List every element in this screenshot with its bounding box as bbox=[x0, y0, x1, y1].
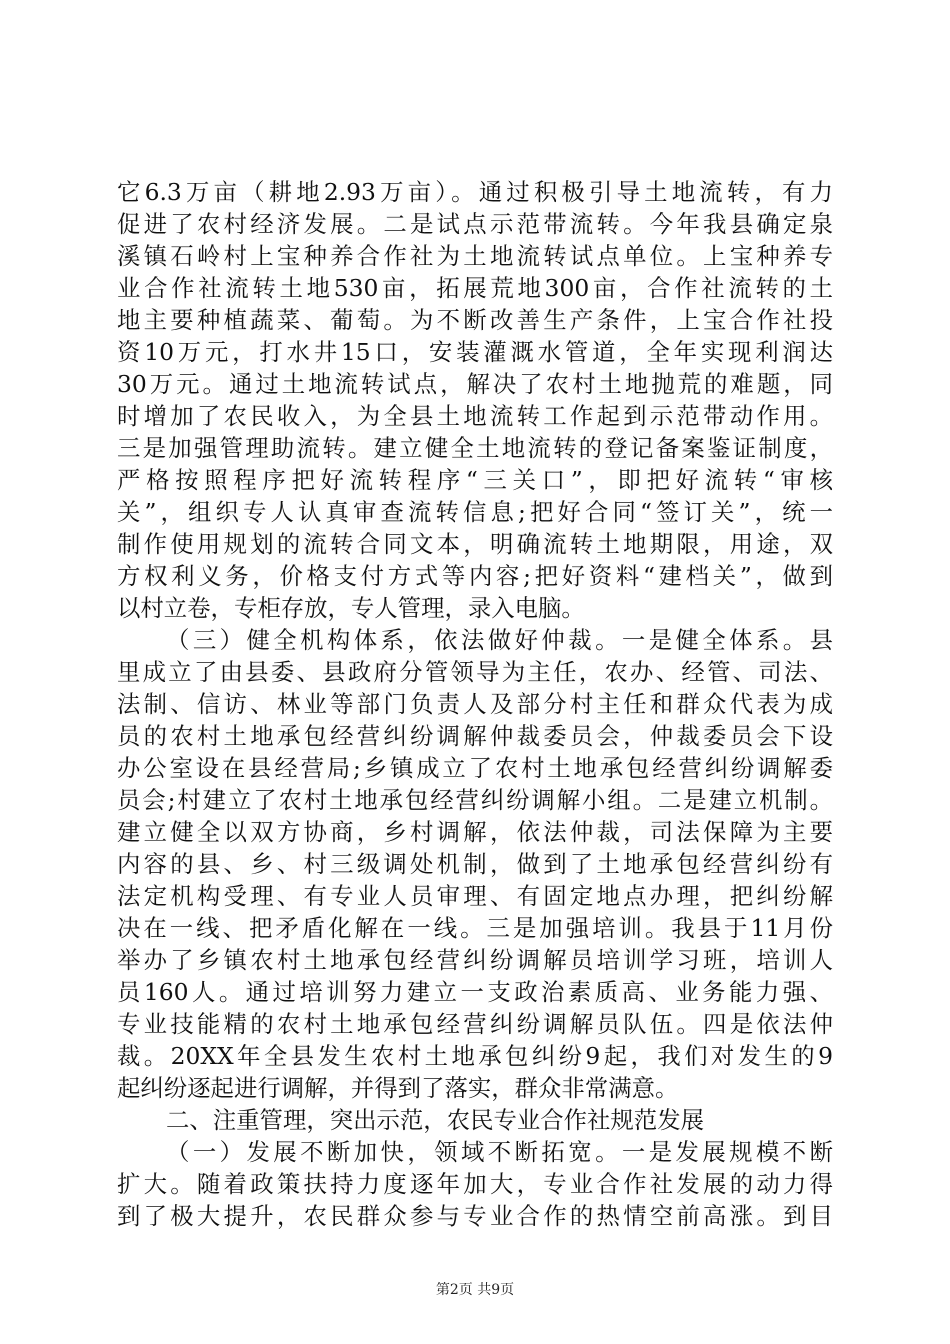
text-line: 30万元。通过土地流转试点，解决了农村土地抛荒的难题，同 bbox=[117, 370, 833, 398]
text-line: 办公室设在县经营局;乡镇成立了农村土地承包经营纠纷调解委 bbox=[117, 754, 833, 782]
text-line: 方权利义务，价格支付方式等内容;把好资料“建档关”，做到 bbox=[117, 562, 833, 590]
document-body bbox=[117, 176, 833, 1232]
text-line: 时增加了农民收入，为全县土地流转工作起到示范带动作用。 bbox=[117, 402, 833, 430]
text-line: 促进了农村经济发展。二是试点示范带流转。今年我县确定泉 bbox=[117, 210, 833, 238]
text-line: 到了极大提升，农民群众参与专业合作的热情空前高涨。到目 bbox=[117, 1202, 833, 1230]
text-line: 员的农村土地承包经营纠纷调解仲裁委员会，仲裁委员会下设 bbox=[117, 722, 833, 750]
text-line: 起纠纷逐起进行调解，并得到了落实，群众非常满意。 bbox=[117, 1074, 679, 1102]
text-line: 三是加强管理助流转。建立健全土地流转的登记备案鉴证制度， bbox=[117, 434, 833, 462]
page-footer: 第2页 共9页 bbox=[435, 1282, 515, 1298]
text-line: 以村立卷，专柜存放，专人管理，录入电脑。 bbox=[117, 594, 585, 622]
text-line: 制作使用规划的流转合同文本，明确流转土地期限，用途，双 bbox=[117, 530, 833, 558]
text-line: 裁。20XX年全县发生农村土地承包纠纷9起，我们对发生的9 bbox=[117, 1042, 833, 1070]
text-line: 内容的县、乡、村三级调处机制，做到了土地承包经营纠纷有 bbox=[117, 850, 833, 878]
text-line: 溪镇石岭村上宝种养合作社为土地流转试点单位。上宝种养专 bbox=[117, 242, 833, 270]
text-line: 员160人。通过培训努力建立一支政治素质高、业务能力强、 bbox=[117, 978, 833, 1006]
text-line: 资10万元，打水井15口，安装灌溉水管道，全年实现利润达 bbox=[117, 338, 833, 366]
text-line: 扩大。随着政策扶持力度逐年加大，专业合作社发展的动力得 bbox=[117, 1170, 833, 1198]
text-line: 关”，组织专人认真审查流转信息;把好合同“签订关”，统一 bbox=[117, 498, 833, 526]
text-line: 法制、信访、林业等部门负责人及部分村主任和群众代表为成 bbox=[117, 690, 833, 718]
text-line: 决在一线、把矛盾化解在一线。三是加强培训。我县于11月份 bbox=[117, 914, 833, 942]
text-line: （三）健全机构体系，依法做好仲裁。一是健全体系。县 bbox=[166, 626, 833, 654]
text-line: 里成立了由县委、县政府分管领导为主任，农办、经管、司法、 bbox=[117, 658, 833, 686]
text-line: 严格按照程序把好流转程序“三关口”，即把好流转“审核 bbox=[117, 466, 833, 494]
text-line: 业合作社流转土地530亩，拓展荒地300亩，合作社流转的土 bbox=[117, 274, 833, 302]
text-line: 举办了乡镇农村土地承包经营纠纷调解员培训学习班，培训人 bbox=[117, 946, 833, 974]
text-line: 员会;村建立了农村土地承包经营纠纷调解小组。二是建立机制。 bbox=[117, 786, 833, 814]
text-line: 建立健全以双方协商，乡村调解，依法仲裁，司法保障为主要 bbox=[117, 818, 833, 846]
text-line: 二、注重管理，突出示范，农民专业合作社规范发展 bbox=[166, 1106, 704, 1134]
text-line: 地主要种植蔬菜、葡萄。为不断改善生产条件，上宝合作社投 bbox=[117, 306, 833, 334]
text-line: 专业技能精的农村土地承包经营纠纷调解员队伍。四是依法仲 bbox=[117, 1010, 833, 1038]
text-line: 法定机构受理、有专业人员审理、有固定地点办理，把纠纷解 bbox=[117, 882, 833, 910]
text-line: （一）发展不断加快，领域不断拓宽。一是发展规模不断 bbox=[166, 1138, 833, 1166]
text-line: 它6.3万亩（耕地2.93万亩）。通过积极引导土地流转，有力 bbox=[117, 178, 833, 206]
